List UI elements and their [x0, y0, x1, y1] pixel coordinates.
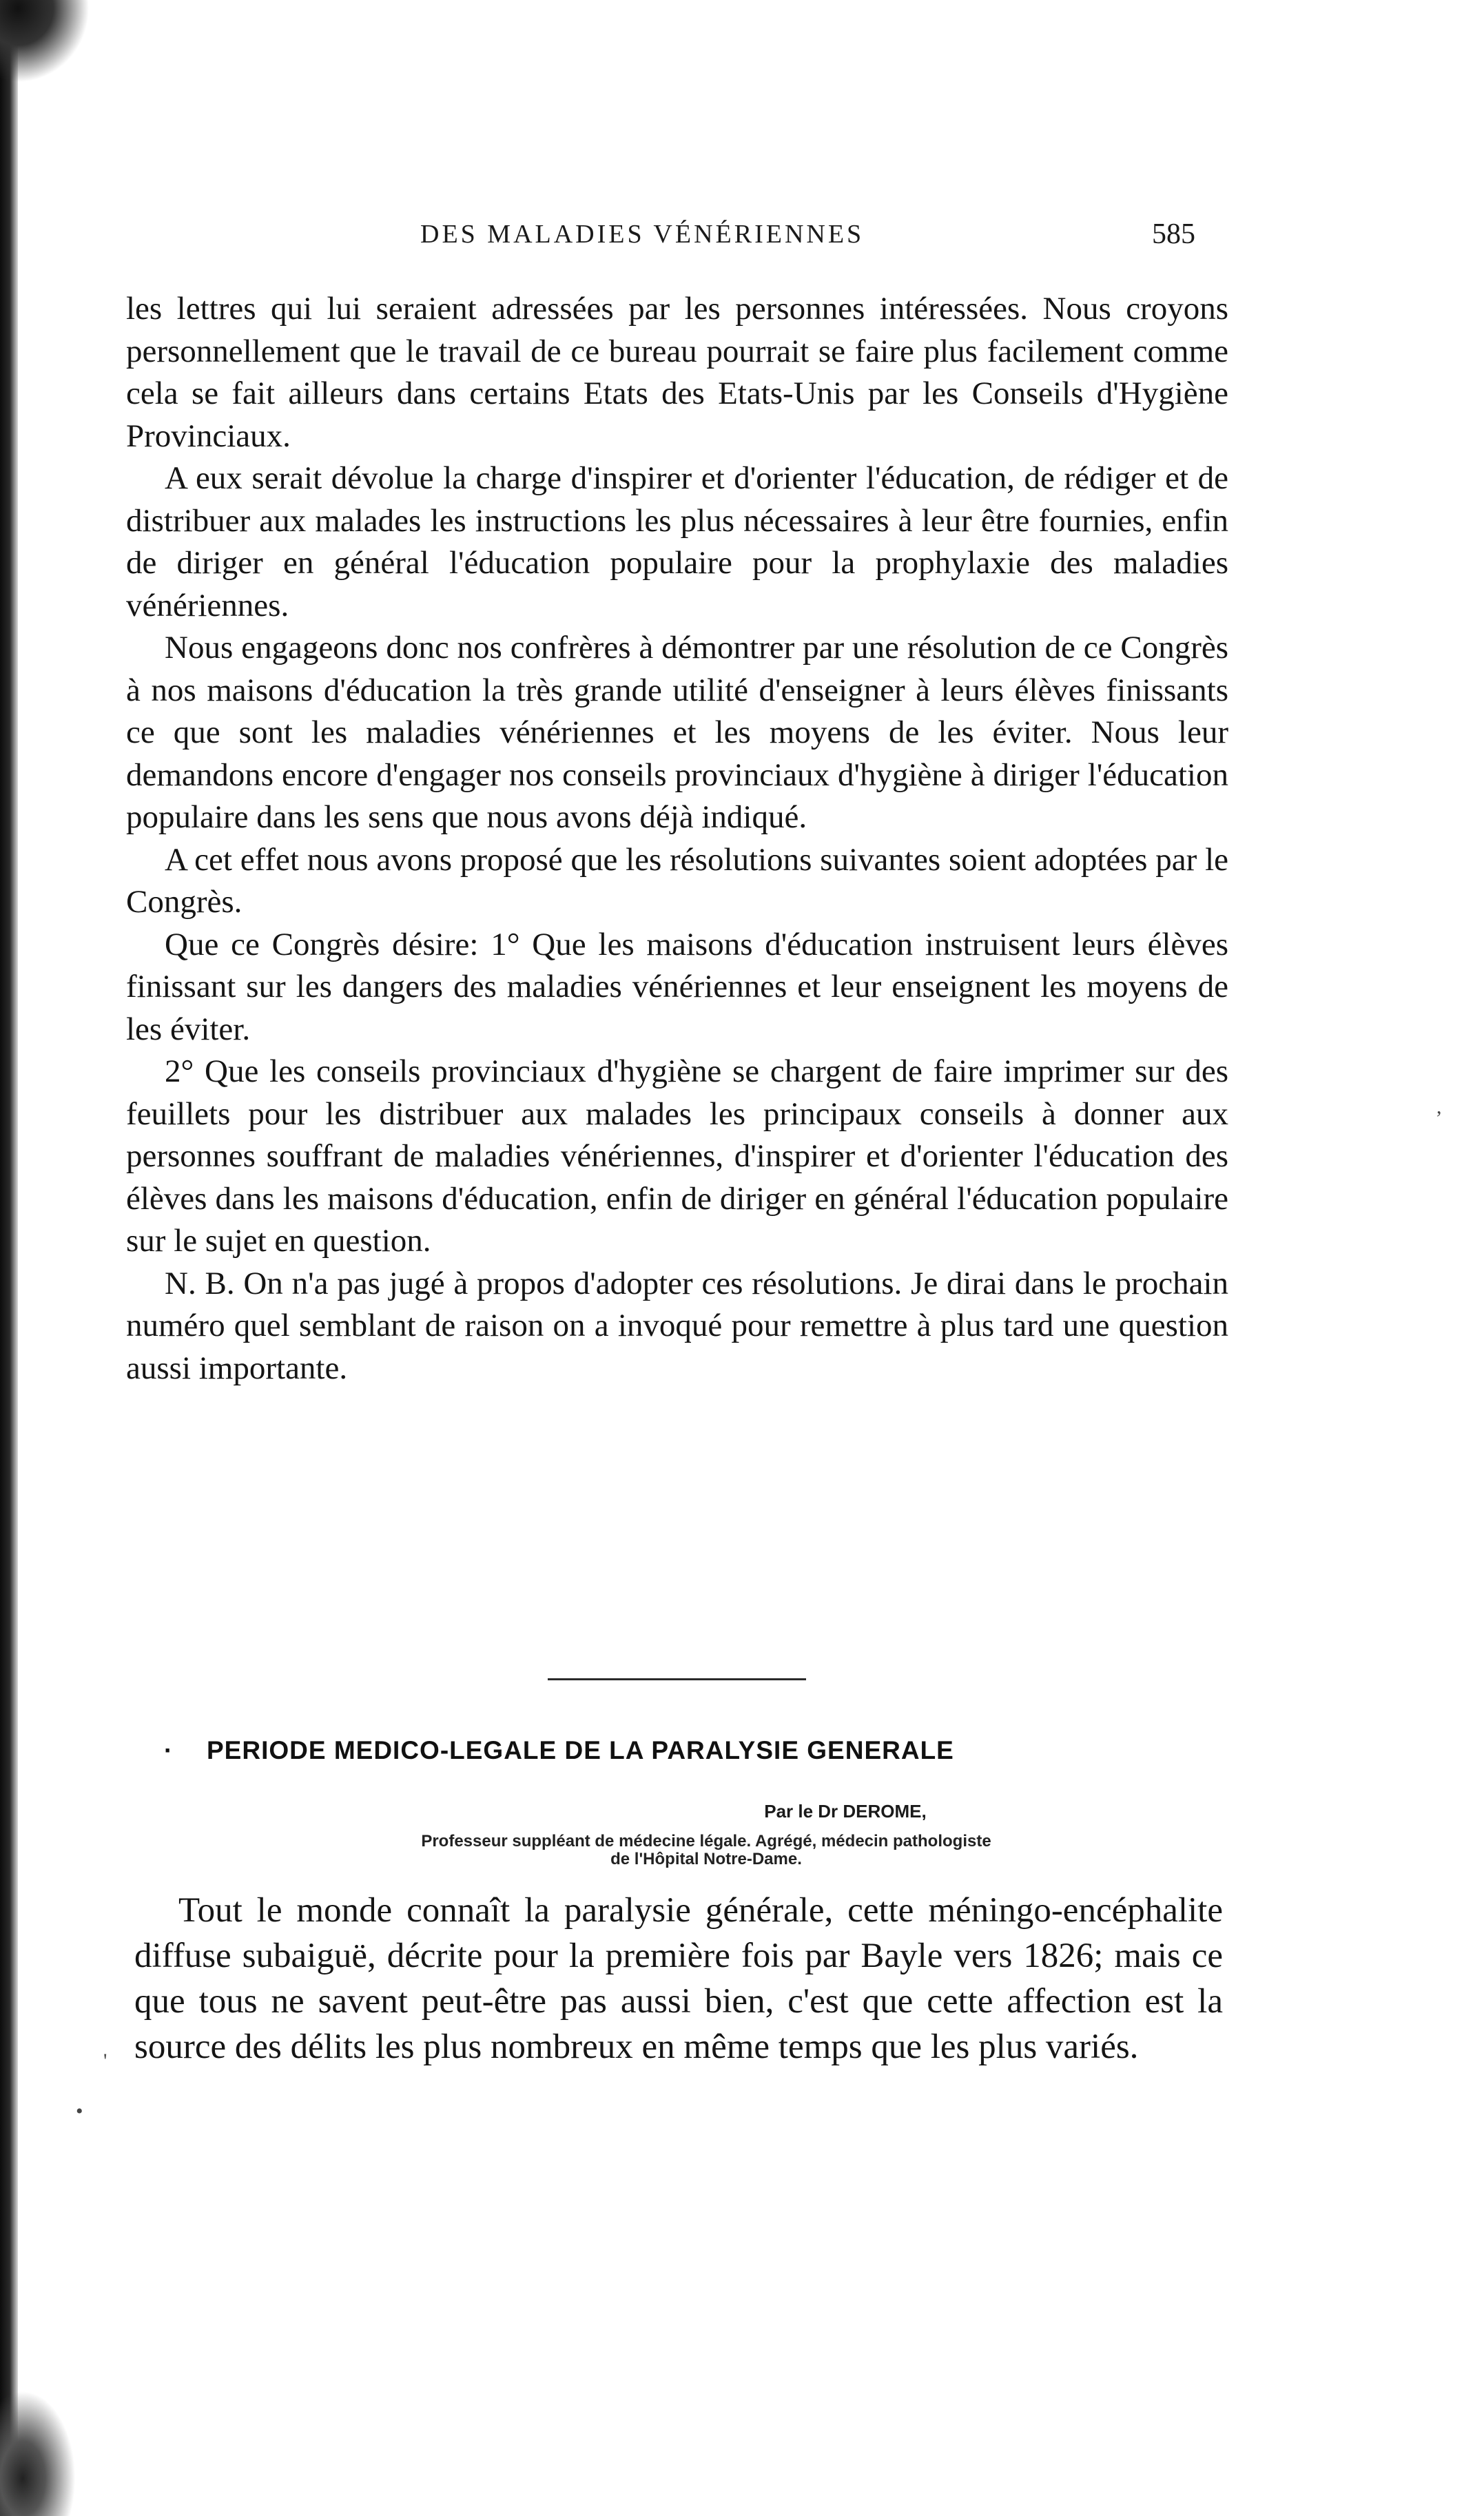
paragraph: 2° Que les conseils provinciaux d'hygiène se chargent de faire imprimer sur des feuillets pour les distribuer aux malades les principaux conseils à donner aux personnes souffrant de maladies vénériennes, d'inspirer et d'orienter l'éducation des élèves dans les maisons d'éducation, enfin de diriger en général l'éducation populaire sur le sujet en question. — [126, 1053, 1228, 1259]
article-body — [134, 1888, 1223, 2070]
affiliation-line: de l'Hôpital Notre-Dame. — [610, 1850, 802, 1868]
page-binding-edge — [0, 0, 18, 2516]
paragraph: Nous engageons donc nos confrères à démontrer par une résolution de ce Congrès à nos maisons d'éducation la très grande utilité d'enseigner à leurs élèves finissants ce que sont les maladies vénériennes et les moyens de les éviter. Nous leur demandons encore d'engager nos conseils provinciaux d'hygiène à diriger l'éducation populaire dans les sens que nous avons déjà indiqué. — [126, 630, 1228, 835]
byline-text: Par le Dr DEROME, — [764, 1801, 927, 1822]
section-body — [126, 288, 1228, 1390]
article-title — [164, 1736, 1157, 1765]
running-head — [0, 219, 1484, 260]
margin-mark: ' — [103, 2050, 107, 2072]
article-title-text: PERIODE MEDICO-LEGALE DE LA PARALYSIE GENERALE — [207, 1736, 954, 1764]
article-byline — [0, 1801, 1484, 1822]
paragraph-note: N. B. On n'a pas jugé à propos d'adopter ces résolutions. Je dirai dans le prochain numéro quel semblant de raison on a invoqué pour remettre à plus tard une question aussi importante. — [126, 1265, 1228, 1386]
paragraph-continuation: les lettres qui lui seraient adressées par les personnes intéressées. Nous croyons personnellement que le travail de ce bureau pourrait se faire plus facilement comme cela se fait ailleurs dans certains Etats des Etats-Unis par les Conseils d'Hygiène Provinciaux. — [126, 291, 1228, 454]
paragraph: Que ce Congrès désire: 1° Que les maisons d'éducation instruisent leurs élèves finissant sur les dangers des maladies vénériennes et leur enseignent les moyens de les éviter. — [126, 926, 1228, 1047]
margin-mark: • — [76, 2100, 83, 2123]
article-paragraph: Tout le monde connaît la paralysie générale, cette méningo-encéphalite diffuse subaiguë, décrite pour la première fois par Bayle vers 1826; mais ce que tous ne savent peut-être pas aussi bien, c'est que cette affection est la source des délits les plus nombreux en même temps que les plus variés. — [134, 1891, 1223, 2066]
margin-mark: , — [1436, 1095, 1442, 1118]
section-divider — [548, 1678, 806, 1680]
page-binding-shadow-top — [0, 0, 90, 83]
bullet-mark: · — [164, 1736, 174, 1764]
affiliation-line: Professeur suppléant de médecine légale. Agrégé, médecin pathologiste — [421, 1832, 991, 1850]
article-affiliation — [272, 1833, 1140, 1868]
running-title: DES MALADIES VÉNÉRIENNES — [420, 220, 865, 249]
paragraph: A eux serait dévolue la charge d'inspirer et d'orienter l'éducation, de rédiger et de distribuer aux malades les instructions les plus nécessaires à leur être fournies, enfin de diriger en général l'éducation populaire pour la prophylaxie des maladies vénériennes. — [126, 460, 1228, 623]
page-binding-shadow-bottom — [0, 2391, 76, 2516]
page-number: 585 — [1152, 218, 1195, 250]
paragraph: A cet effet nous avons proposé que les résolutions suivantes soient adoptées par le Congrès. — [126, 841, 1228, 920]
